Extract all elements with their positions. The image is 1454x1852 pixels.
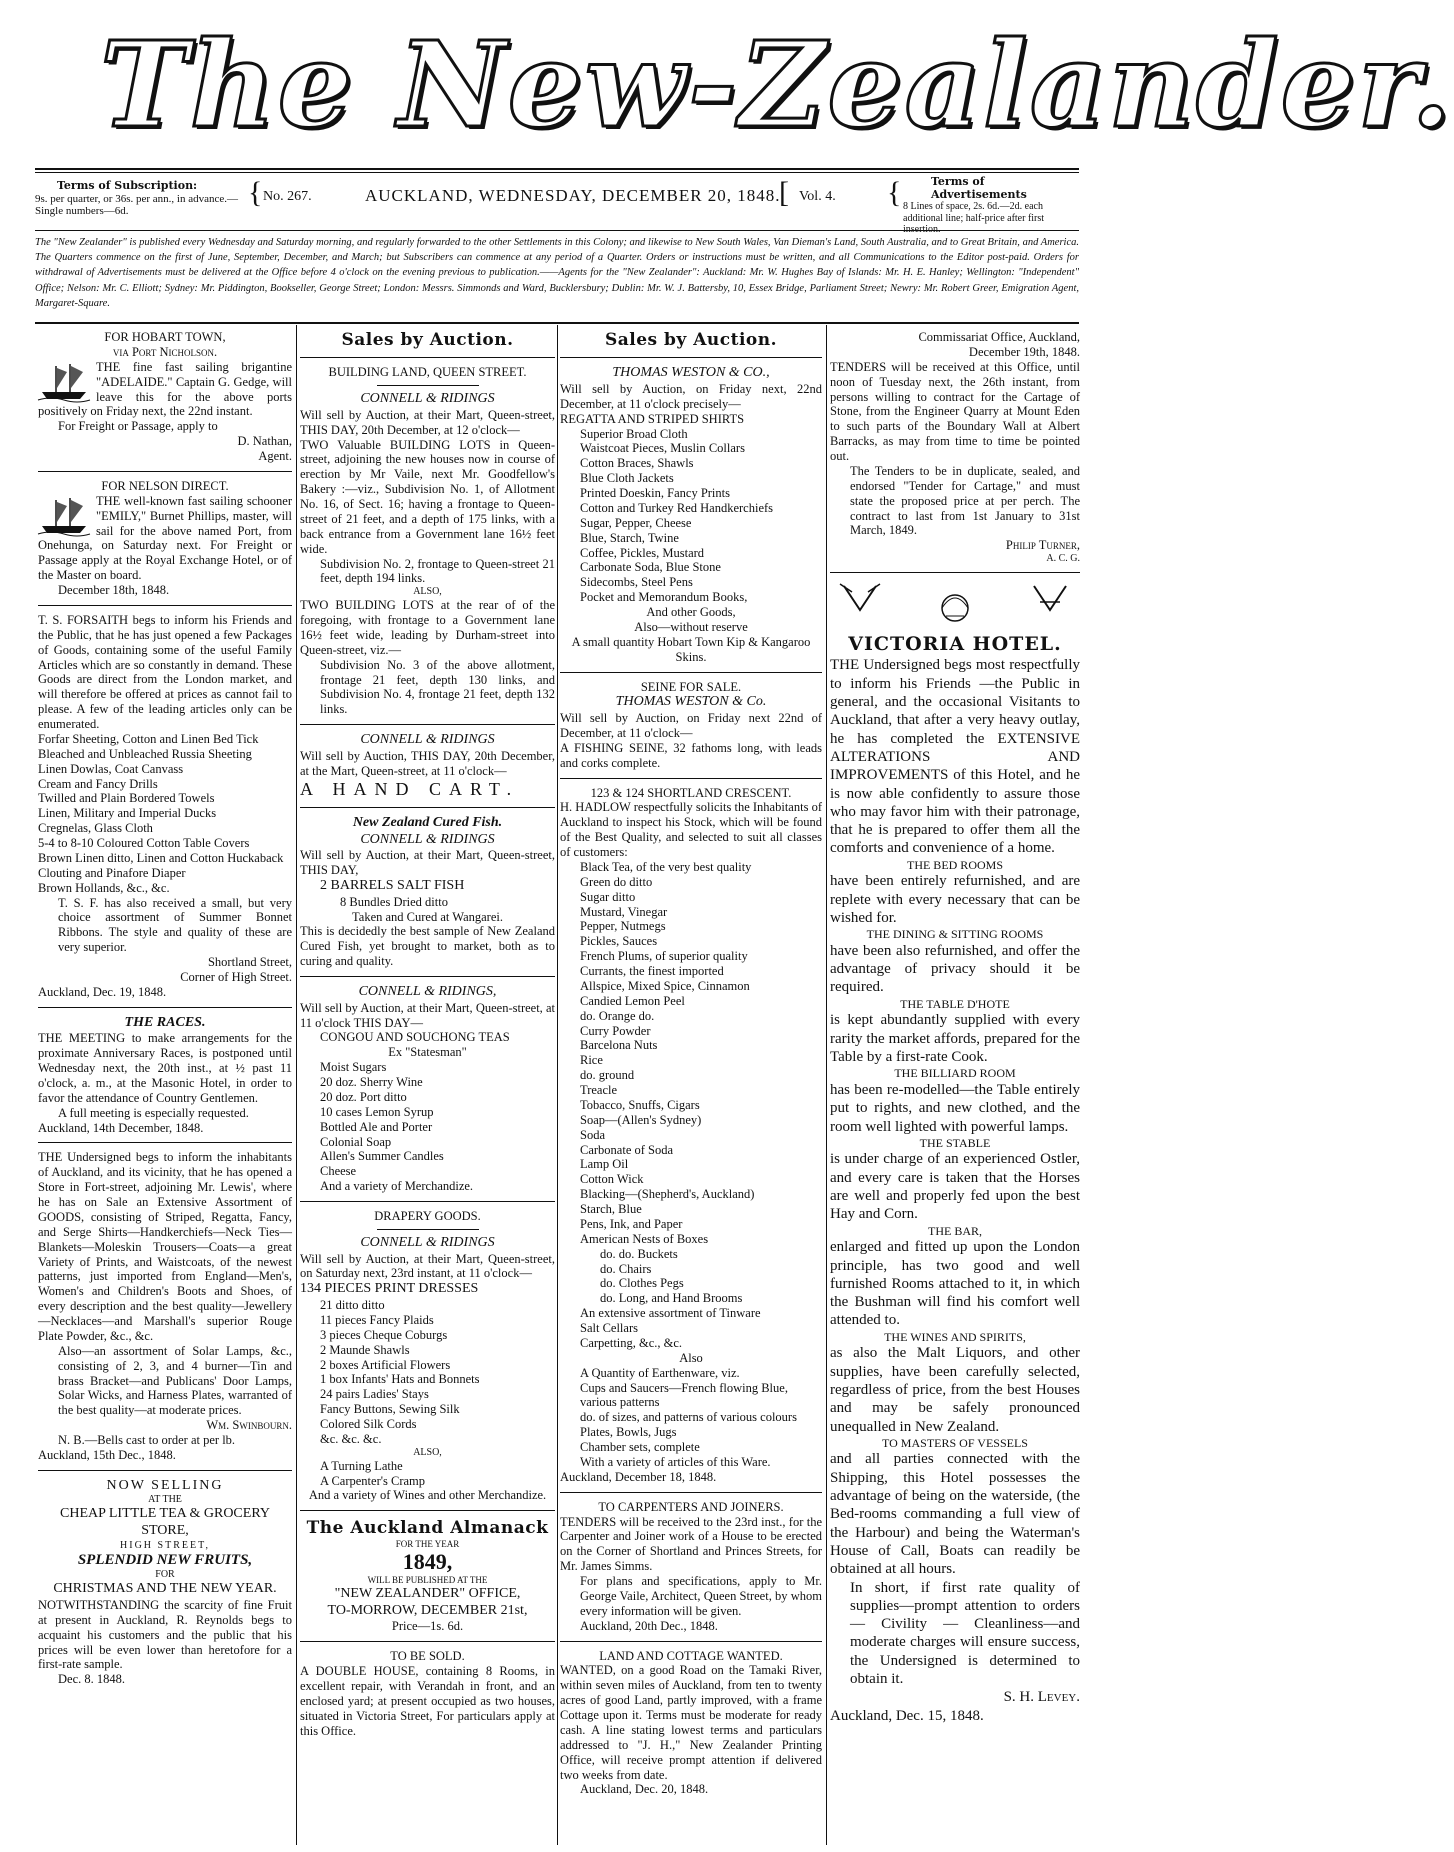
- ad-subheading: THE BED ROOMS: [906, 857, 1003, 872]
- ad-text: For Freight or Passage, apply to: [58, 419, 218, 434]
- masthead-title: The New-Zealander.: [100, 15, 1454, 154]
- ad-teas: [300, 984, 555, 1194]
- ad-text: The Tenders to be in duplicate, sealed, and endorsed "Tender for Cartage," and must state the proposed price at per perch. The contract to last from 1st January to 31st March, 1849.: [850, 463, 1080, 538]
- list-item: Lamp Oil: [580, 1157, 629, 1172]
- ad-divider: [830, 572, 1080, 573]
- ad-heading: The Auckland Almanack: [306, 1518, 549, 1539]
- ad-text: Will sell by Auction, THIS DAY, 20th December, at the Mart, Queen-street, at 11 o'clock—: [300, 748, 555, 778]
- list-item: do. do. Buckets: [600, 1246, 678, 1261]
- ad-divider: [560, 672, 822, 673]
- ad-date: December 19th, 1848.: [968, 344, 1080, 359]
- list-item: American Nests of Boxes: [580, 1231, 709, 1246]
- auctioneer-name: CONNELL & RIDINGS: [360, 831, 495, 847]
- ad-heading: SPLENDID NEW FRUITS,: [77, 1551, 253, 1568]
- column-divider: [557, 325, 558, 1845]
- ad-drapery: [300, 1209, 555, 1503]
- column-1: [38, 330, 292, 1693]
- list-item: Linen Dowlas, Coat Canvass: [38, 761, 184, 776]
- list-item: Cotton Wick: [580, 1172, 644, 1187]
- ad-body: A HAND CART.: [300, 778, 520, 799]
- ad-text: Will sell by Auction, at their Mart, Queen-street, on Saturday next, 23rd instant, at 11 o'clock—: [300, 1251, 555, 1281]
- list-item: Green do ditto: [580, 874, 653, 889]
- ad-nelson: [38, 479, 292, 598]
- list-item: Brown Linen ditto, Linen and Cotton Huckaback: [38, 850, 284, 865]
- list-item: Coffee, Pickles, Mustard: [580, 545, 705, 560]
- list-item: Twilled and Plain Bordered Towels: [38, 791, 215, 806]
- ad-body: TENDERS will be received at this Office, until noon of Tuesday next, the 26th instant, from persons willing to contract for the Cartage of Stone, from the Engineer Quarry at Mount Eden to such parts of the Boundary Wall at Albert Barracks, as may from time to time be pointed out.: [830, 359, 1080, 463]
- ad-heading: DRAPERY GOODS.: [374, 1209, 481, 1224]
- ad-divider: [300, 1641, 555, 1642]
- brace: {: [887, 176, 902, 209]
- ad-almanack: [300, 1518, 555, 1634]
- ship-icon: [38, 496, 90, 536]
- ad-heading: THE RACES.: [124, 1014, 206, 1030]
- advertisement-text: 8 Lines of space, 2s. 6d.—2d. each additional line; half-price after first insertion.: [903, 201, 1045, 236]
- advertisement-terms: [903, 176, 1079, 236]
- notice-rule: [35, 322, 1079, 324]
- list-item: 8 Bundles Dried ditto: [340, 894, 448, 909]
- divider: [377, 385, 479, 386]
- list-item: Bottled Ale and Porter: [320, 1119, 433, 1134]
- ad-text: Subdivision No. 3 of the above allotment, frontage 21 feet, depth 130 links, and Subdivision No. 4, frontage 21 feet, depth 132 links.: [320, 657, 555, 717]
- list-item: 134 PIECES PRINT DRESSES: [300, 1281, 479, 1297]
- ad-text: have been entirely refurnished, and are replete with every necessary that can be wished for.: [830, 873, 1080, 926]
- ship-icon: [38, 362, 90, 402]
- list-item: Blacking—(Shepherd's, Auckland): [580, 1187, 755, 1202]
- list-item: Curry Powder: [580, 1023, 651, 1038]
- list-item: Carpetting, &c., &c.: [580, 1335, 683, 1350]
- ad-heading: FOR NELSON DIRECT.: [101, 478, 229, 493]
- column-divider: [296, 325, 297, 1845]
- dateline-rule: [35, 230, 1079, 231]
- list-item: 3 pieces Cheque Coburgs: [320, 1327, 448, 1342]
- ad-heading: CHEAP LITTLE TEA & GROCERY STORE,: [60, 1506, 270, 1538]
- column-4: [830, 330, 1080, 1731]
- list-item: 2 boxes Artificial Flowers: [320, 1357, 451, 1372]
- ad-divider: [300, 807, 555, 808]
- list-item: Waistcoat Pieces, Muslin Collars: [580, 441, 745, 456]
- list-item: Mustard, Vinegar: [580, 904, 668, 919]
- list-item: French Plums, of superior quality: [580, 949, 748, 964]
- section-heading: Sales by Auction.: [341, 330, 514, 350]
- list-item: A Quantity of Earthenware, viz.: [580, 1365, 740, 1380]
- ad-divider: [300, 1201, 555, 1202]
- column-3: [560, 330, 822, 1803]
- advertisement-heading: Terms of Advertisements: [931, 175, 1027, 201]
- section-heading: Sales by Auction.: [604, 330, 778, 350]
- column-divider: [826, 325, 827, 1845]
- list-item: And other Goods,: [646, 605, 736, 619]
- auctioneer-name: THOMAS WESTON & Co.: [615, 694, 767, 710]
- ad-price: Price—1s. 6d.: [391, 1619, 464, 1634]
- ad-subheading: THE WINES AND SPIRITS,: [884, 1329, 1026, 1344]
- list-item: A Turning Lathe: [320, 1458, 403, 1473]
- ad-date: Dec. 8. 1848.: [58, 1672, 125, 1687]
- ad-subheading: via Port Nicholson.: [112, 344, 218, 359]
- masthead-rule: [35, 168, 1079, 170]
- list-item: Fancy Buttons, Sewing Silk: [320, 1402, 460, 1417]
- list-item: Cream and Fancy Drills: [38, 776, 158, 791]
- list-item: With a variety of articles of this Ware.: [580, 1454, 771, 1469]
- ad-subheading: THE BAR,: [928, 1223, 982, 1238]
- ad-heading: SEINE FOR SALE.: [640, 679, 742, 694]
- list-item: And a variety of Merchandize.: [320, 1179, 474, 1194]
- list-item: Black Tea, of the very best quality: [580, 859, 752, 874]
- ad-text: ALSO,: [413, 1446, 442, 1458]
- auctioneer-name: THOMAS WESTON & CO.,: [612, 365, 770, 381]
- list-item: do. Clothes Pegs: [600, 1276, 684, 1291]
- list-item: do. of sizes, and patterns of various colours: [580, 1410, 797, 1425]
- ad-seine: [560, 680, 822, 771]
- list-item: Ex "Statesman": [388, 1045, 467, 1060]
- ad-text: has been re-modelled—the Table entirely put to rights, and new clothed, and the room well lighted with powerful lamps.: [830, 1081, 1080, 1135]
- ad-body: WANTED, on a good Road on the Tamaki River, within seven miles of Auckland, from ten to twenty acres of good Land, partly improved, with a frame Cottage upon it. Terms must be moderate for ready cash. A line stating lowest terms and particulars addressed to "J. H.," New Zealander Printing Office, will receive prompt attention if delivered two weeks from date.: [560, 1663, 822, 1782]
- list-item: Clouting and Pinafore Diaper: [38, 865, 186, 880]
- ad-divider: [560, 1641, 822, 1642]
- almanack-year: 1849,: [402, 1549, 453, 1575]
- list-item: An extensive assortment of Tinware: [580, 1306, 761, 1321]
- subscription-heading: Terms of Subscription:: [57, 179, 198, 192]
- divider: [377, 1229, 479, 1230]
- ad-divider: [560, 778, 822, 779]
- ad-divider: [38, 1470, 292, 1471]
- ad-heading: LAND AND COTTAGE WANTED.: [599, 1648, 783, 1663]
- ad-signature: D. Nathan,: [237, 434, 292, 449]
- ad-body: A FISHING SEINE, 32 fathoms long, with leads and corks complete.: [560, 740, 822, 770]
- ad-subheading: THE TABLE D'HOTE: [900, 996, 1010, 1011]
- list-item: Colonial Soap: [320, 1134, 392, 1149]
- list-item: Pocket and Memorandum Books,: [580, 590, 748, 605]
- ad-text: TO-MORROW, DECEMBER 21st,: [327, 1602, 528, 1618]
- dateline: [35, 176, 1079, 236]
- ad-text: Also—an assortment of Solar Lamps, &c., consisting of 2, 3, and 4 burner—Tin and brass Bracket—and Publicans' Door Lamps, Solar Wicks, and Harness Plates, warranted of the best quality—at moderate prices.: [58, 1343, 292, 1418]
- ad-text: WILL BE PUBLISHED AT THE: [367, 1575, 488, 1586]
- ad-date: Auckland, Dec. 19, 1848.: [38, 984, 167, 999]
- ad-text: is kept abundantly supplied with every rarity the market affords, prepared for the Table by a first-rate Cook.: [830, 1012, 1080, 1065]
- list-item: &c. &c. &c.: [320, 1431, 382, 1446]
- column-2: [300, 330, 555, 1745]
- list-item: Soap—(Allen's Sydney): [580, 1112, 702, 1127]
- ad-text: as also the Malt Liquors, and other supplies, have been carefully selected, regardless of price, from the best Houses and may be safely pronounced unequalled in New Zealand.: [830, 1345, 1080, 1435]
- hotel-crest-icon: [830, 580, 1080, 628]
- ad-signature: S. H. Levey.: [1003, 1689, 1080, 1706]
- ad-date: December 18th, 1848.: [58, 583, 170, 597]
- ad-body: T. S. FORSAITH begs to inform his Friends and the Public, that he has just opened a few Packages of Goods, containing some of the useful Family Articles which are so constantly in demand. These Goods are direct from the London market, and will therefore be offered at prices as cannot fail to please. A few of the leading articles only can be enumerated.: [38, 612, 292, 731]
- list-item: REGATTA AND STRIPED SHIRTS: [560, 411, 745, 426]
- ad-heading: TO BE SOLD.: [390, 1649, 465, 1664]
- ad-date: Auckland, 14th December, 1848.: [38, 1120, 204, 1135]
- list-item: 24 pairs Ladies' Stays: [320, 1387, 429, 1402]
- volume: Vol. 4.: [799, 189, 836, 204]
- ad-divider: [300, 1510, 555, 1511]
- ad-divider: [560, 357, 822, 358]
- ad-body: THE Undersigned begs most respectfully to inform his Friends —the Public in general, and the occasional Visitants to Auckland, that after a very heavy outlay, he has completed the EXTENSIVE ALTERATIONS AND IMPROVEMENTS of this Hotel, and he is now able confidently to assure those who may favor him with their patronage, that he is prepared to offer them all the comforts and convenience of a home.: [830, 657, 1080, 857]
- ad-address: Shortland Street,: [207, 955, 292, 969]
- ad-carpenters: [560, 1500, 822, 1634]
- ad-to-be-sold: [300, 1649, 555, 1738]
- list-item: Blue, Starch, Twine: [580, 530, 679, 545]
- brace: {: [248, 176, 263, 209]
- ad-divider: [560, 1492, 822, 1493]
- list-item: do. ground: [580, 1068, 635, 1083]
- ad-swinbourn: [38, 1150, 292, 1462]
- ad-text: is under charge of an experienced Ostler, and every care is taken that the Horses are well and properly fed upon the best Hay and Corn.: [830, 1151, 1080, 1223]
- ad-date: Auckland, Dec. 20, 1848.: [580, 1782, 709, 1797]
- list-item: Sugar ditto: [580, 889, 636, 904]
- ad-divider: [38, 1007, 292, 1008]
- ad-text: Taken and Cured at Wangarei.: [352, 909, 503, 924]
- ad-text: FOR THE YEAR: [395, 1538, 460, 1549]
- list-item: Cotton Braces, Shawls: [580, 456, 694, 471]
- ad-text: enlarged and fitted up upon the London principle, has two good and well furnished Rooms attached to it, in which the Bushman will find his comfort well attended to.: [830, 1239, 1080, 1329]
- list-item: Allen's Summer Candles: [320, 1149, 444, 1164]
- ad-building-land: [300, 365, 555, 717]
- ad-subheading: THE BILLIARD ROOM: [894, 1066, 1016, 1081]
- list-item: Currants, the finest imported: [580, 964, 724, 979]
- masthead: [100, 10, 1454, 165]
- ad-text: Will sell by Auction, at their Mart, Queen-street, THIS DAY, 20th December, at 12 o'clock—: [300, 407, 555, 437]
- ad-forsaith: [38, 613, 292, 1000]
- ad-date: Auckland, 20th Dec., 1848.: [580, 1618, 718, 1633]
- ad-signature: Wm. Swinbourn.: [206, 1418, 292, 1433]
- ad-weston-shirts: [560, 365, 822, 664]
- list-item: Rice: [580, 1053, 603, 1068]
- ad-heading: New Zealand Cured Fish.: [352, 814, 503, 830]
- ad-divider: [300, 357, 555, 358]
- ad-body: THE Undersigned begs to inform the inhabitants of Auckland, and its vicinity, that he has opened a Store in Fort-street, adjoining Mr. Lewis', where he has on Sale an Extensive Assortment of GOODS, consisting of Striped, Regatta, Fancy, and Serge Shirts—Handkerchiefs—Neck Ties—Blankets—Moleskin Trousers—Coats—a great Variety of Prints, and Waistcoats, of the newest patterns, just imported from England—Men's, Women's and Children's Boots and Shoes, of every description and the best quality—Jewellery—Necklaces—and Marshall's superior Rouge Plate Powder, &c., &c.: [38, 1150, 292, 1343]
- ad-date: Auckland, 15th Dec., 1848.: [38, 1447, 176, 1462]
- ad-text: "NEW ZEALANDER" OFFICE,: [334, 1586, 521, 1602]
- ad-signature: Philip Turner,: [1005, 538, 1080, 553]
- list-item: CONGOU AND SOUCHONG TEAS: [320, 1030, 510, 1045]
- ad-heading: FOR HOBART TOWN,: [104, 330, 226, 344]
- ad-hobart-town: [38, 330, 292, 464]
- list-item: Forfar Sheeting, Cotton and Linen Bed Tick: [38, 731, 259, 746]
- auctioneer-name: CONNELL & RIDINGS: [360, 732, 495, 748]
- list-item: Blue Cloth Jackets: [580, 471, 674, 486]
- subscription-text: 9s. per quarter, or 36s. per ann., in advance.—Single numbers—6d.: [35, 192, 238, 218]
- ad-text: and all parties connected with the Shipping, this Hotel possesses the advantage of being on the waterside, (the Bed-rooms commanding a full view of the Harbour) and being the Waterman's House of Call, Boats can readily be obtained at all hours.: [830, 1451, 1080, 1578]
- ad-heading: 123 & 124 SHORTLAND CRESCENT.: [590, 785, 792, 800]
- list-item: do. Chairs: [600, 1261, 652, 1276]
- list-item: Sidecombs, Steel Pens: [580, 575, 693, 590]
- ad-address: Corner of High Street.: [180, 969, 292, 984]
- ad-hadlow: [560, 786, 822, 1485]
- list-item: Starch, Blue: [580, 1202, 642, 1217]
- ad-note: N. B.—Bells cast to order at per lb.: [58, 1433, 236, 1448]
- ad-body: A DOUBLE HOUSE, containing 8 Rooms, in excellent repair, with Verandah in front, and an enclosed yard; at present occupied as two houses, situated in Victoria Street, For particulars apply at this Office.: [300, 1664, 555, 1738]
- ad-land-wanted: [560, 1649, 822, 1798]
- ad-text: In short, if first rate quality of supplies—prompt attention to orders — Civility — Cleanliness—and moderate charges will ensure success, the Undersigned is determined to obtain it.: [850, 1579, 1080, 1688]
- ad-body: NOTWITHSTANDING the scarcity of fine Fruit at present in Auckland, R. Reynolds begs to acquaint his customers and the public that his prices will be even lower than heretofore for a first-rate sample.: [38, 1597, 292, 1672]
- list-item: Cregnelas, Glass Cloth: [38, 821, 153, 836]
- ad-note: T. S. F. has also received a small, but very choice assortment of Summer Bonnet Ribbons. The style and quality of these are very superior.: [58, 895, 292, 955]
- subscription-terms: [35, 180, 250, 218]
- issue-date: AUCKLAND, WEDNESDAY, DECEMBER 20, 1848.: [365, 186, 781, 205]
- list-item: Also: [679, 1350, 703, 1365]
- ad-text: Subdivision No. 2, frontage to Queen-street 21 feet, depth 194 links.: [320, 556, 555, 586]
- list-item: Pickles, Sauces: [580, 934, 658, 949]
- ad-divider: [300, 724, 555, 725]
- list-item: 20 doz. Sherry Wine: [320, 1075, 423, 1090]
- ad-text: HIGH STREET,: [120, 1539, 210, 1551]
- list-item: Moist Sugars: [320, 1060, 387, 1075]
- list-item: do. Orange do.: [580, 1008, 655, 1023]
- list-item: Colored Silk Cords: [320, 1417, 417, 1432]
- ad-divider: [38, 605, 292, 606]
- ad-heading: TO CARPENTERS AND JOINERS.: [598, 1499, 784, 1514]
- ad-commissariat: [830, 330, 1080, 565]
- auctioneer-name: CONNELL & RIDINGS: [360, 1234, 495, 1250]
- list-item: Carbonate of Soda: [580, 1142, 674, 1157]
- ad-signature: Agent.: [258, 449, 292, 463]
- ad-divider: [300, 976, 555, 977]
- ad-text: have been also refurnished, and offer the advantage of privacy should it be required.: [830, 942, 1080, 996]
- hotel-name: VICTORIA HOTEL.: [848, 633, 1062, 656]
- list-item: Printed Doeskin, Fancy Prints: [580, 486, 730, 500]
- list-item: Tobacco, Snuffs, Cigars: [580, 1097, 700, 1112]
- ad-date: Auckland, December 18, 1848.: [560, 1469, 717, 1484]
- ad-date: Auckland, Dec. 15, 1848.: [830, 1707, 984, 1724]
- list-item: Superior Broad Cloth: [580, 426, 688, 441]
- ad-heading: CHRISTMAS AND THE NEW YEAR.: [53, 1581, 277, 1597]
- list-item: Also—without reserve: [634, 619, 748, 634]
- list-item: Pens, Ink, and Paper: [580, 1216, 683, 1231]
- ad-text: Will sell by Auction, at their Mart, Queen-street, THIS DAY,: [300, 848, 555, 878]
- masthead-rule-thin: [35, 172, 1079, 173]
- ad-text: A full meeting is especially requested.: [58, 1105, 249, 1120]
- publication-notice: The "New Zealander" is published every Wednesday and Saturday morning, and regularly forwarded to the other Settlements in this Colony; and likewise to New South Wales, Van Dieman's Land, South Australia, and to Great Britain, and America. The Quarters commence on the first of June, September, December, and March; but Subscribers can commence at any period of a Quarter. Orders or instructions must be written, and all Communications to the Editor post-paid. Orders for withdrawal of Advertisements must be delivered at the Office before 4 o'clock on the evening previous to publication.——Agents for the "New Zealander": Auckland: Mr. W. Hughes Bay of Islands: Mr. H. E. Hanley; Wellington: "Independent" Office; Nelson: Mr. C. Elliott; Sydney: Mr. Piddington, Bookseller, George Street; London: Messrs. Simmonds and Ward, Bucklersbury; Dublin: Mr. W. J. Battersby, 10, Essex Bridge, Parliament Street; Newry: Mr. Robert Greer, Emigration Agent, Margaret-Square.: [35, 237, 1079, 309]
- list-item: Brown Hollands, &c., &c.: [38, 880, 170, 895]
- list-item: And a variety of Wines and other Merchandize.: [308, 1488, 547, 1503]
- ad-races: [38, 1015, 292, 1136]
- ad-subheading: THE STABLE: [919, 1135, 991, 1150]
- ad-text: For plans and specifications, apply to Mr. George Vaile, Architect, Queen Street, by whom every information will be given.: [580, 1574, 822, 1618]
- ad-cured-fish: [300, 815, 555, 969]
- list-item: Candied Lemon Peel: [580, 993, 685, 1008]
- ad-victoria-hotel: [830, 580, 1080, 1725]
- list-item: Cups and Saucers—French flowing Blue, various patterns: [580, 1380, 788, 1410]
- list-item: Linen, Military and Imperial Ducks: [38, 806, 217, 821]
- list-item: Allspice, Mixed Spice, Cinnamon: [580, 978, 750, 993]
- ad-text: Will sell by Auction, on Friday next, 22nd December, at 11 o'clock precisely—: [560, 381, 822, 411]
- list-item: 2 Maunde Shawls: [320, 1342, 410, 1357]
- ad-body: THE fine fast sailing brigantine "ADELAIDE." Captain G. Gedge, will leave this for the above ports positively on Friday next, the 22nd instant.: [38, 359, 292, 419]
- list-item: Soda: [580, 1127, 605, 1142]
- ad-body: H. HADLOW respectfully solicits the Inhabitants of Auckland to inspect his Stock, which will be found of the Best Quality, and selected to suit all classes of customers:: [560, 800, 822, 860]
- ad-text: AT THE: [148, 1494, 182, 1506]
- list-item: Salt Cellars: [580, 1321, 638, 1336]
- list-item: Pepper, Nutmegs: [580, 919, 666, 934]
- list-item: Sugar, Pepper, Cheese: [580, 515, 692, 530]
- ad-subheading: THE DINING & SITTING ROOMS: [866, 927, 1044, 942]
- issue-number: No. 267.: [263, 189, 312, 204]
- ad-heading: NOW SELLING: [106, 1477, 224, 1493]
- list-item: Chamber sets, complete: [580, 1440, 700, 1455]
- ad-text: Will sell by Auction, at their Mart, Queen-street, at 11 o'clock THIS DAY—: [300, 1000, 555, 1030]
- list-item: 10 cases Lemon Syrup: [320, 1104, 434, 1119]
- ad-subheading: TO MASTERS OF VESSELS: [882, 1435, 1028, 1450]
- list-item: A small quantity Hobart Town Kip & Kangaroo Skins.: [571, 634, 811, 664]
- ad-body: THE well-known fast sailing schooner "EMILY," Burnet Phillips, master, will sail for the above named Port, from Onehunga, on Saturday next. For Freight or Passage apply at the Royal Exchange Hotel, or of the Master on board.: [38, 493, 292, 583]
- list-item: Carbonate Soda, Blue Stone: [580, 560, 721, 575]
- list-item: Treacle: [580, 1083, 618, 1098]
- ad-text: Will sell by Auction, on Friday next 22nd of December, at 11 o'clock—: [560, 711, 822, 740]
- ad-divider: [38, 471, 292, 472]
- list-item: Plates, Bowls, Jugs: [580, 1425, 677, 1440]
- brace: [: [779, 176, 789, 209]
- list-item: Cheese: [320, 1164, 357, 1179]
- ad-body: TWO BUILDING LOTS at the rear of of the foregoing, with frontage to a Government lane 16½ feet wide, leading by Durham-street into Queen-street, viz.—: [300, 598, 555, 657]
- ad-text: FOR: [155, 1569, 175, 1581]
- ad-hand-cart: [300, 732, 555, 800]
- ad-address: Commissariat Office, Auckland,: [918, 330, 1080, 344]
- list-item: Bleached and Unbleached Russia Sheeting: [38, 746, 252, 761]
- ad-body: TWO Valuable BUILDING LOTS in Queen-street, adjoining the new houses now in course of erection by Mr Vaile, next Mr. Goodfellow's Bakery :—viz., Subdivision No. 1, of Allotment No. 16, of Sect. 16; having a frontage to Queen-street of 21 feet, and a depth of 175 links, with a back entrance from a Government lane 16½ feet wide.: [300, 437, 555, 556]
- list-item: Barcelona Nuts: [580, 1038, 658, 1053]
- ad-body: THE MEETING to make arrangements for the proximate Anniversary Races, is postponed until Wednesday next, the 20th inst., at ½ past 11 o'clock, a. m., at the Masonic Hotel, in order to favor the attendance of Country Gentlemen.: [38, 1031, 292, 1105]
- auctioneer-name: CONNELL & RIDINGS,: [358, 984, 497, 1000]
- ad-divider: [38, 1142, 292, 1143]
- list-item: do. Long, and Hand Brooms: [600, 1291, 743, 1306]
- list-item: 11 pieces Fancy Plaids: [320, 1312, 434, 1327]
- ad-text: ALSO,: [413, 586, 442, 598]
- ad-heading: BUILDING LAND, QUEEN STREET.: [328, 365, 527, 380]
- ad-signature: A. C. G.: [1046, 553, 1080, 565]
- list-item: 5-4 to 8-10 Coloured Cotton Table Covers: [38, 836, 250, 850]
- list-item: Cotton and Turkey Red Handkerchiefs: [580, 500, 774, 515]
- ad-tea-store: [38, 1478, 292, 1687]
- auctioneer-name: CONNELL & RIDINGS: [360, 391, 495, 407]
- ad-body: TENDERS will be received to the 23rd inst., for the Carpenter and Joiner work of a House to be erected on the Corner of Shortland and Princes Streets, for Mr. James Simms.: [560, 1514, 822, 1574]
- list-item: 21 ditto ditto: [320, 1298, 385, 1313]
- ad-body: This is decidedly the best sample of New Zealand Cured Fish, yet brought to market, both as to curing and quality.: [300, 924, 555, 969]
- list-item: A Carpenter's Cramp: [320, 1473, 426, 1488]
- list-item: 20 doz. Port ditto: [320, 1089, 407, 1104]
- list-item: 1 box Infants' Hats and Bonnets: [320, 1372, 480, 1387]
- list-item: 2 BARRELS SALT FISH: [320, 878, 465, 894]
